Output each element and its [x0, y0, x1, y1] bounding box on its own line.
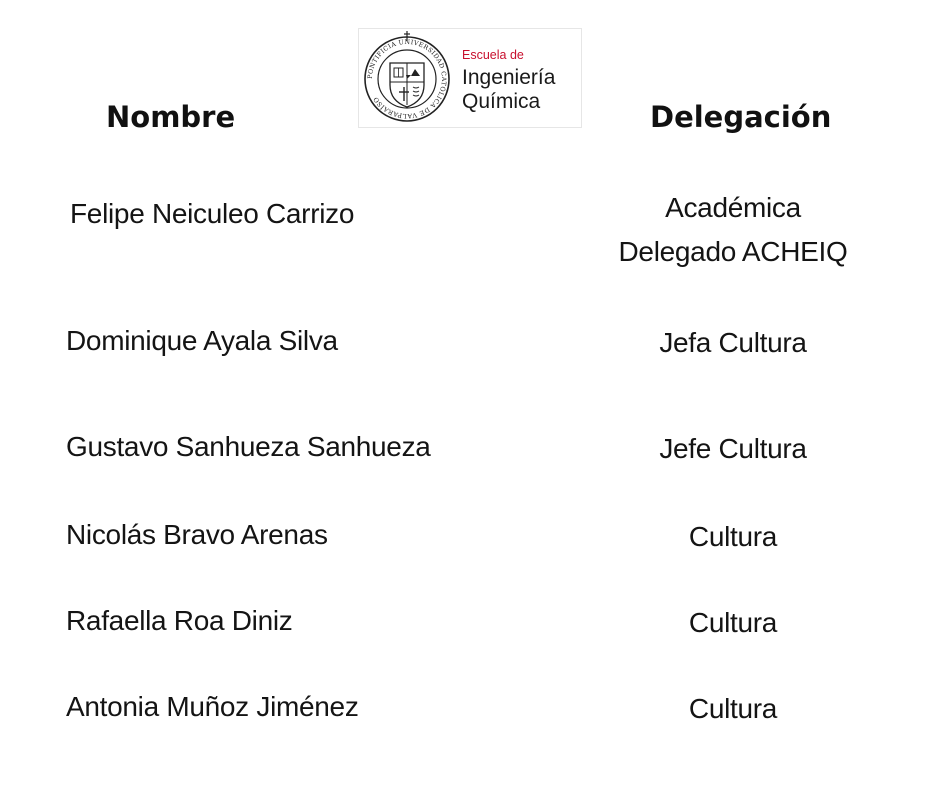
delegation-line: Cultura [688, 693, 778, 724]
member-name: Dominique Ayala Silva [66, 325, 338, 356]
column-header-nombre: Nombre [106, 100, 236, 134]
column-header-delegacion: Delegación [650, 100, 832, 134]
member-name: Felipe Neiculeo Carrizo [70, 198, 355, 229]
member-delegation [580, 321, 886, 365]
school-logo [358, 28, 582, 128]
delegation-line: Jefe Cultura [659, 433, 807, 464]
university-seal-icon [365, 31, 449, 121]
member-delegation [580, 186, 886, 274]
logo-line-ingenieria: Ingeniería [462, 66, 556, 89]
member-name: Gustavo Sanhueza Sanhueza [66, 431, 431, 462]
member-delegation [580, 687, 886, 731]
seal-text: PONTIFICIA UNIVERSIDAD CATÓLICA DE VALPARAÍSO [366, 38, 448, 120]
delegation-line: Cultura [688, 521, 778, 552]
member-name: Nicolás Bravo Arenas [66, 519, 328, 550]
logo-line-escuela: Escuela de [462, 48, 524, 62]
member-delegation [580, 515, 886, 559]
member-name: Rafaella Roa Diniz [66, 605, 293, 636]
member-delegation [580, 601, 886, 645]
member-delegation [580, 427, 886, 471]
delegation-line: Académica [665, 192, 801, 223]
member-name: Antonia Muñoz Jiménez [66, 691, 359, 722]
delegation-line: Jefa Cultura [659, 327, 807, 358]
delegation-line: Cultura [688, 607, 778, 638]
delegation-line: Delegado ACHEIQ [618, 236, 848, 267]
logo-line-quimica: Química [462, 90, 541, 113]
